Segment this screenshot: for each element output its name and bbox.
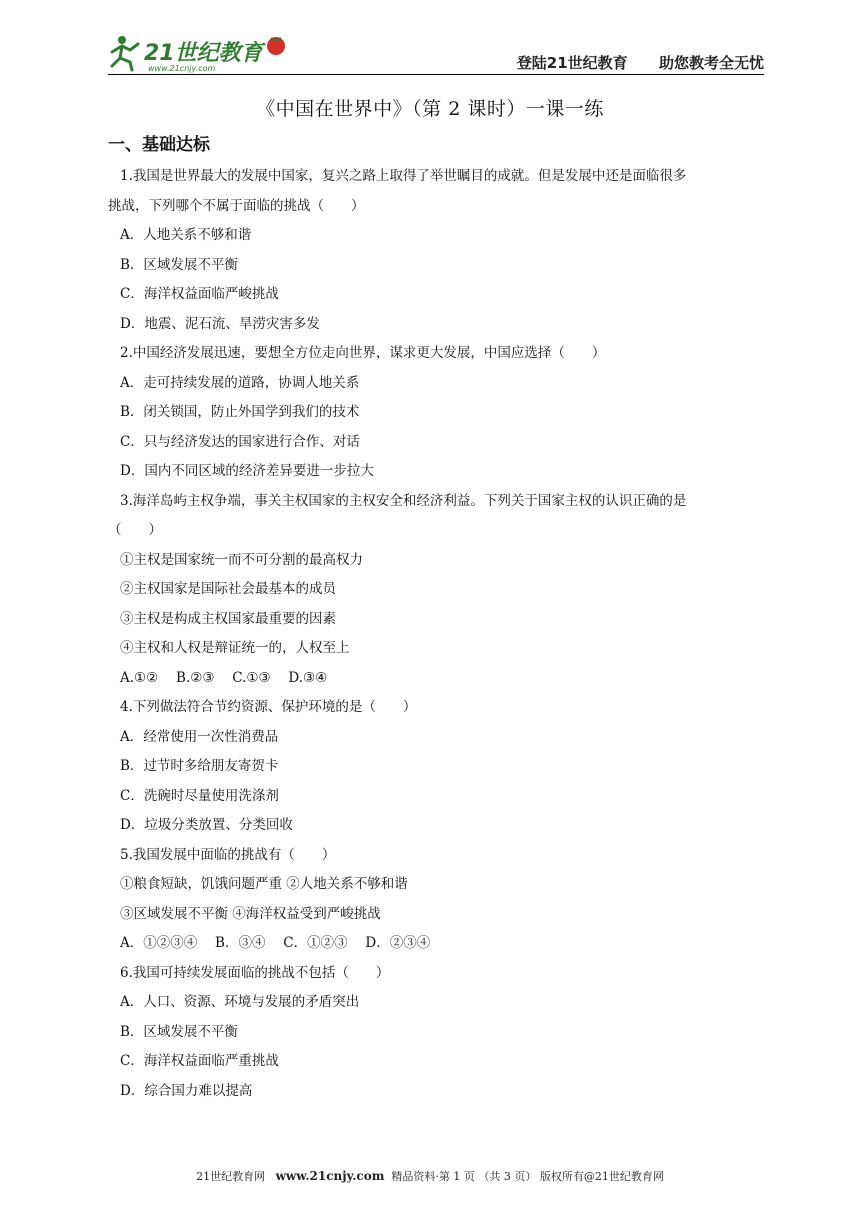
- statement-line: ③主权是构成主权国家最重要的因素: [120, 610, 336, 627]
- option-line: A．经常使用一次性消费品: [120, 728, 279, 745]
- option-line: D．国内不同区域的经济差异要进一步拉大: [120, 463, 374, 479]
- page-title: 《中国在世界中》（第 2 课时）一课一练: [256, 98, 604, 120]
- option-line: D．综合国力难以提高: [120, 1082, 253, 1099]
- page-header: [108, 30, 764, 76]
- option-line: A.①② B.②③ C.①③ D.③④: [120, 669, 328, 686]
- option-line: D．垃圾分类放置、分类回收: [120, 817, 293, 833]
- header-slogan: [517, 52, 764, 73]
- option-line: B．区域发展不平衡: [120, 256, 238, 273]
- statement-line: ②主权国家是国际社会最基本的成员: [120, 581, 336, 597]
- option-line: D．地震、泥石流、旱涝灾害多发: [120, 315, 320, 332]
- option-line: B．过节时多给朋友寄贺卡: [120, 758, 279, 774]
- option-line: A．人口、资源、环境与发展的矛盾突出: [120, 994, 360, 1010]
- option-line: C．海洋权益面临严重挑战: [120, 1053, 279, 1069]
- footer-right: 精品资料·第 1 页 （共 3 页） 版权所有@21世纪教育网: [391, 1170, 664, 1183]
- footer-site-link[interactable]: www.21cnjy.com: [275, 1169, 385, 1183]
- statement-line: ①粮食短缺，饥饿问题严重 ②人地关系不够和谐: [120, 876, 408, 892]
- option-line: B．闭关锁国，防止外国学到我们的技术: [120, 404, 360, 420]
- option-line: C．只与经济发达的国家进行合作、对话: [120, 433, 360, 450]
- question-3-stem-cont: （ ）: [108, 522, 162, 538]
- page-footer: [0, 1168, 860, 1184]
- statement-line: ④主权和人权是辩证统一的，人权至上: [120, 640, 350, 656]
- option-line: A．①②③④ B．③④ C．①②③ D．②③④: [120, 935, 431, 951]
- tomato-icon: [267, 37, 285, 55]
- header-rule: [108, 74, 764, 75]
- question-6-stem: 6.我国可持续发展面临的挑战不包括（ ）: [120, 964, 390, 981]
- question-1-stem-cont: 挑战，下列哪个不属于面临的挑战（ ）: [108, 197, 365, 214]
- site-logo: [108, 30, 298, 74]
- option-line: A．人地关系不够和谐: [120, 227, 252, 243]
- statement-line: ③区域发展不平衡 ④海洋权益受到严峻挑战: [120, 905, 381, 922]
- section-heading: 一、基础达标: [108, 135, 210, 155]
- option-line: C．海洋权益面临严峻挑战: [120, 286, 279, 302]
- question-5-stem: 5.我国发展中面临的挑战有（ ）: [120, 846, 336, 863]
- slogan-left: 登陆21世纪教育: [516, 54, 628, 72]
- logo-text: 21世纪教育: [144, 41, 263, 66]
- question-list: [108, 162, 764, 1106]
- question-4-stem: 4.下列做法符合节约资源、保护环境的是（ ）: [120, 699, 417, 715]
- option-line: C．洗碗时尽量使用洗涤剂: [120, 787, 279, 804]
- option-line: A．走可持续发展的道路，协调人地关系: [120, 374, 360, 391]
- logo-url: www.21cnjy.com: [148, 64, 216, 73]
- runner-icon: [112, 36, 138, 70]
- question-2-stem: 2.中国经济发展迅速，要想全方位走向世界，谋求更大发展，中国应选择（ ）: [120, 345, 606, 361]
- question-1-stem: 1.我国是世界最大的发展中国家，复兴之路上取得了举世瞩目的成就。但是发展中还是面临很多: [120, 168, 687, 184]
- question-3-stem: 3.海洋岛屿主权争端，事关主权国家的主权安全和经济利益。下列关于国家主权的认识正确的是: [120, 492, 687, 509]
- footer-left: 21世纪教育网: [196, 1170, 266, 1183]
- slogan-right: 助您教考全无忧: [658, 54, 764, 72]
- option-line: B．区域发展不平衡: [120, 1023, 238, 1040]
- statement-line: ①主权是国家统一而不可分割的最高权力: [120, 551, 363, 568]
